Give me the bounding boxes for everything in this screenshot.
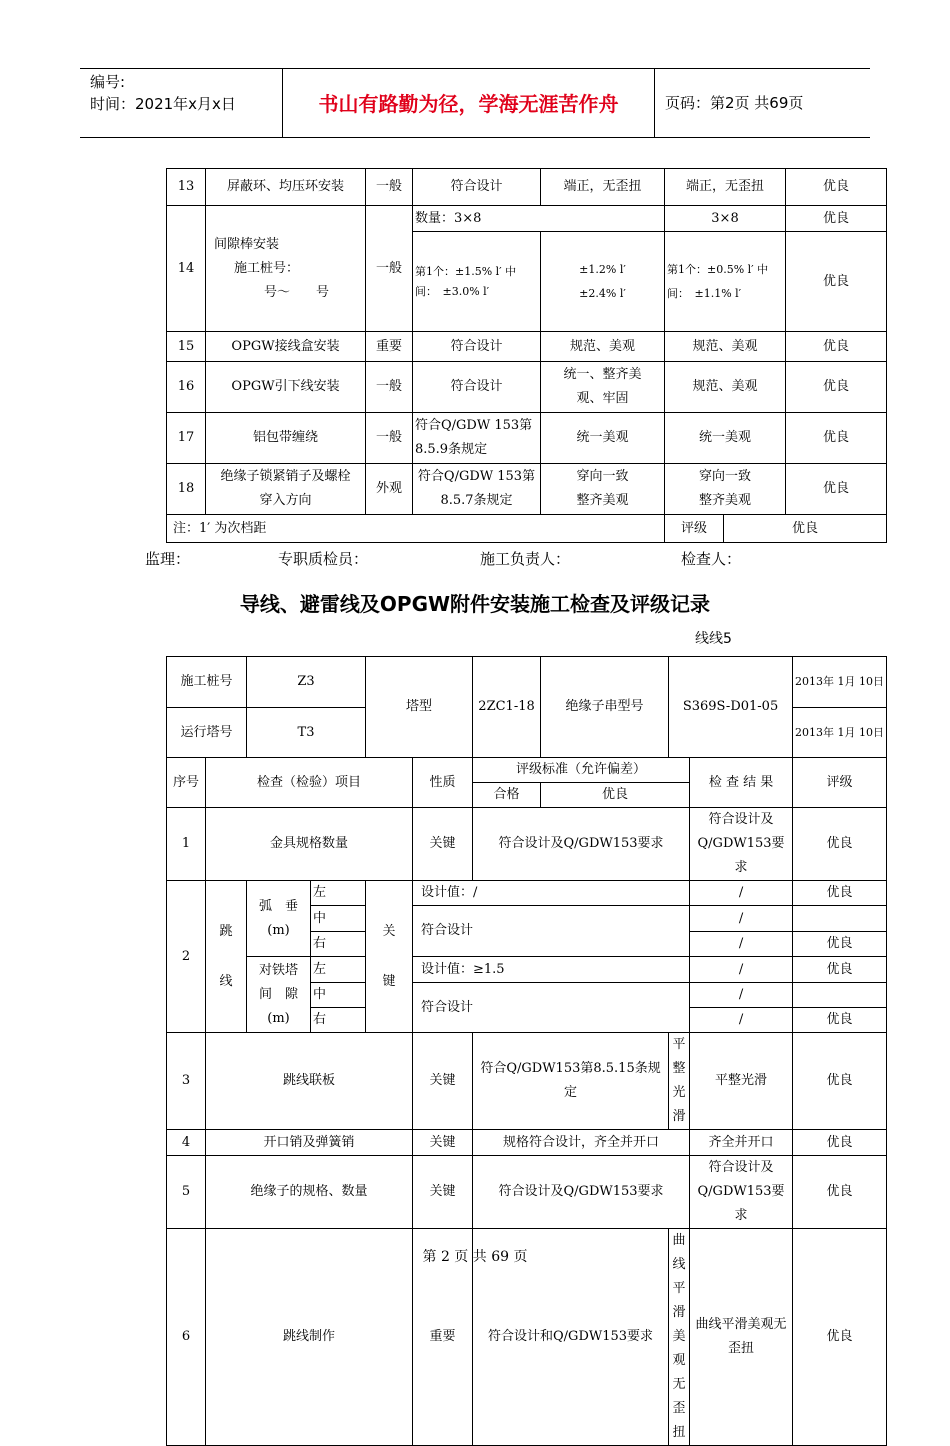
table-cell: 符合设计 [413, 983, 690, 1033]
table-cell: 符合Q/GDW 153第8.5.9条规定 [413, 413, 541, 464]
table-row [167, 413, 887, 464]
table-cell: 规范、美观 [541, 332, 665, 362]
table-cell: 符合设计及Q/GDW153要求 [690, 808, 793, 881]
table-cell: 符合设计及Q/GDW153要求 [473, 808, 690, 881]
table-cell: 规格符合设计，齐全并开口 [473, 1130, 690, 1156]
table-cell: 规范、美观 [665, 362, 786, 413]
table-cell: / [690, 957, 793, 983]
table-cell: / [690, 1008, 793, 1033]
table-cell: 规范、美观 [665, 332, 786, 362]
table-cell: 弧 垂(m) [247, 881, 311, 957]
table-cell: ±1.2% l′ ±2.4% l′ [541, 232, 665, 332]
table-row [167, 758, 887, 783]
table-cell: 曲线平滑美观无歪扭 [690, 1229, 793, 1446]
table-cell: S369S-D01-05 [669, 657, 793, 758]
time-label: 时间：2021年x月x日 [90, 95, 236, 113]
table-cell: 一般 [366, 206, 413, 332]
table-row [167, 957, 887, 983]
supervisor-label: 监理： [145, 550, 191, 568]
table-cell: 符合设计 [413, 332, 541, 362]
table-cell: 优良 [786, 362, 887, 413]
table-cell: 符合设计 [413, 906, 690, 957]
table-cell: 优良 [793, 1130, 887, 1156]
table-cell: 金具规格数量 [206, 808, 413, 881]
table-cell: 检 查 结 果 [690, 758, 793, 808]
table-row [167, 881, 887, 906]
table-cell: 重要 [366, 332, 413, 362]
table-cell: 优良 [793, 808, 887, 881]
table-cell: 屏蔽环、均压环安装 [206, 169, 366, 206]
table-cell: 一般 [366, 362, 413, 413]
table-cell: Z3 [247, 657, 366, 708]
table-cell: 第1个：±0.5% l′ 中 间： ±1.1% l′ [665, 232, 786, 332]
table-row [167, 206, 887, 232]
table-cell: 符合设计及Q/GDW153要求 [690, 1156, 793, 1229]
table-cell: 跳线制作 [206, 1229, 413, 1446]
motto: 书山有路勤为径，学海无涯苦作舟 [318, 92, 619, 116]
table-row [167, 332, 887, 362]
table-cell: 优良 [786, 413, 887, 464]
table-cell: 1 [167, 808, 206, 881]
table-cell: 一般 [366, 169, 413, 206]
table-cell: 穿向一致整齐美观 [541, 464, 665, 515]
table-cell: 铝包带缠绕 [206, 413, 366, 464]
table-cell: 16 [167, 362, 206, 413]
table-cell: 14 [167, 206, 206, 332]
inspector-label: 检查人： [681, 550, 742, 568]
table-cell: OPGW引下线安装 [206, 362, 366, 413]
table-cell: 施工桩号 [167, 657, 247, 708]
table-cell: 右 [311, 1008, 366, 1033]
table-row [167, 464, 887, 515]
table-cell: 中 [311, 906, 366, 932]
table-cell: 穿向一致整齐美观 [665, 464, 786, 515]
table-cell: 13 [167, 169, 206, 206]
table-cell: 绝缘子的规格、数量 [206, 1156, 413, 1229]
table-cell: 评级 [665, 515, 724, 543]
table-cell: 优良 [786, 206, 887, 232]
table-cell: 跳线联板 [206, 1033, 413, 1130]
table-cell: 第1个：±1.5% l′ 中 间： ±3.0% l′ [413, 232, 541, 332]
table-cell: 间隙棒安装 施工桩号： 号～ 号 [206, 206, 366, 332]
table-cell: 中 [311, 983, 366, 1008]
table-cell: 优良 [793, 957, 887, 983]
table-cell: 序号 [167, 758, 206, 808]
table-cell: 关键 [366, 881, 413, 1033]
table-cell: 平整光滑 [669, 1033, 690, 1130]
table-cell: 符合设计和Q/GDW153要求 [473, 1229, 669, 1446]
table-cell: 注：1′ 为次档距 [167, 515, 665, 543]
table-accessories-part1 [166, 168, 887, 543]
table-cell: 优良 [793, 1008, 887, 1033]
table-cell: 优良 [793, 1156, 887, 1229]
table-cell: T3 [247, 708, 366, 758]
table-cell: / [690, 881, 793, 906]
table-row [167, 657, 887, 708]
table-cell: 曲线平滑美观无歪扭 [669, 1229, 690, 1446]
table-cell: 优良 [793, 932, 887, 957]
table-cell: 优良 [793, 1229, 887, 1446]
table-row [167, 515, 887, 543]
table-cell: 端正，无歪扭 [665, 169, 786, 206]
page-footer: 第 2 页 共 69 页 [422, 1249, 528, 1265]
header-meta [90, 71, 236, 115]
table-row [167, 1033, 887, 1130]
qc-label: 专职质检员： [278, 550, 369, 568]
table-cell: 重要 [413, 1229, 473, 1446]
table-cell: 性质 [413, 758, 473, 808]
table-cell: 齐全并开口 [690, 1130, 793, 1156]
table-cell: 5 [167, 1156, 206, 1229]
table-cell: / [690, 906, 793, 932]
table-cell: 关键 [413, 808, 473, 881]
number-label: 编号: [90, 73, 126, 91]
table-cell: 4 [167, 1130, 206, 1156]
table-cell [793, 983, 887, 1008]
table-cell: 统一美观 [541, 413, 665, 464]
table-cell: 6 [167, 1229, 206, 1446]
table-cell: 塔型 [366, 657, 473, 758]
page-label: 页码：第2页 共69页 [665, 94, 804, 112]
table-cell: 17 [167, 413, 206, 464]
table-row [167, 362, 887, 413]
table-cell: 符合设计 [413, 362, 541, 413]
table-row [167, 1156, 887, 1229]
table-cell: 优良 [541, 783, 690, 808]
table-cell: 关键 [413, 1156, 473, 1229]
table-cell: 端正，无歪扭 [541, 169, 665, 206]
table-cell: / [690, 932, 793, 957]
table-cell: 开口销及弹簧销 [206, 1130, 413, 1156]
table-cell: 3 [167, 1033, 206, 1130]
table-cell: 左 [311, 957, 366, 983]
table-cell: 一般 [366, 413, 413, 464]
table-cell: 15 [167, 332, 206, 362]
table-cell: 对铁塔间 隙(m) [247, 957, 311, 1033]
table-cell: 合格 [473, 783, 541, 808]
table-cell: 右 [311, 932, 366, 957]
table-cell: 跳线 [206, 881, 247, 1033]
table-cell: 3×8 [665, 206, 786, 232]
table-cell: 关键 [413, 1033, 473, 1130]
table-cell: 优良 [724, 515, 887, 543]
table-cell: 设计值：/ [413, 881, 690, 906]
table-cell: OPGW接线盒安装 [206, 332, 366, 362]
table-row [167, 808, 887, 881]
table-cell: 检查（检验）项目 [206, 758, 413, 808]
table-cell: 2013年 1月 10日 [793, 657, 887, 708]
section-title: 导线、避雷线及OPGW附件安装施工检查及评级记录 [239, 592, 711, 616]
form-code: 线线5 [695, 631, 732, 647]
table-cell: 评级标准（允许偏差） [473, 758, 690, 783]
table-row [167, 169, 887, 206]
table-cell: 优良 [793, 881, 887, 906]
table-cell: 优良 [786, 464, 887, 515]
table-cell [793, 906, 887, 932]
page-header [80, 68, 870, 138]
table-cell: 数量：3×8 [413, 206, 665, 232]
table-cell: 关键 [413, 1130, 473, 1156]
table-cell: 2013年 1月 10日 [793, 708, 887, 758]
table-cell: 左 [311, 881, 366, 906]
table-cell: 符合设计 [413, 169, 541, 206]
table-cell: 运行塔号 [167, 708, 247, 758]
table-cell: 2ZC1-18 [473, 657, 541, 758]
table-cell: / [690, 983, 793, 1008]
table-cell: 优良 [786, 169, 887, 206]
manager-label: 施工负责人： [480, 550, 571, 568]
table-cell: 统一美观 [665, 413, 786, 464]
table-cell: 优良 [793, 1033, 887, 1130]
table-cell: 符合Q/GDW153第8.5.15条规定 [473, 1033, 669, 1130]
table-cell: 符合Q/GDW 153第8.5.7条规定 [413, 464, 541, 515]
table-cell: 优良 [786, 332, 887, 362]
table-cell: 优良 [786, 232, 887, 332]
table-cell: 设计值：≥1.5 [413, 957, 690, 983]
table-cell: 绝缘子串型号 [541, 657, 669, 758]
table-cell: 评级 [793, 758, 887, 808]
table-cell: 2 [167, 881, 206, 1033]
table-row [167, 1130, 887, 1156]
table-cell: 外观 [366, 464, 413, 515]
table-cell: 统一、整齐美观、牢固 [541, 362, 665, 413]
table-cell: 平整光滑 [690, 1033, 793, 1130]
table-accessories-part2 [166, 656, 887, 1446]
table-cell: 18 [167, 464, 206, 515]
table-cell: 绝缘子锁紧销子及螺栓穿入方向 [206, 464, 366, 515]
table-cell: 符合设计及Q/GDW153要求 [473, 1156, 690, 1229]
